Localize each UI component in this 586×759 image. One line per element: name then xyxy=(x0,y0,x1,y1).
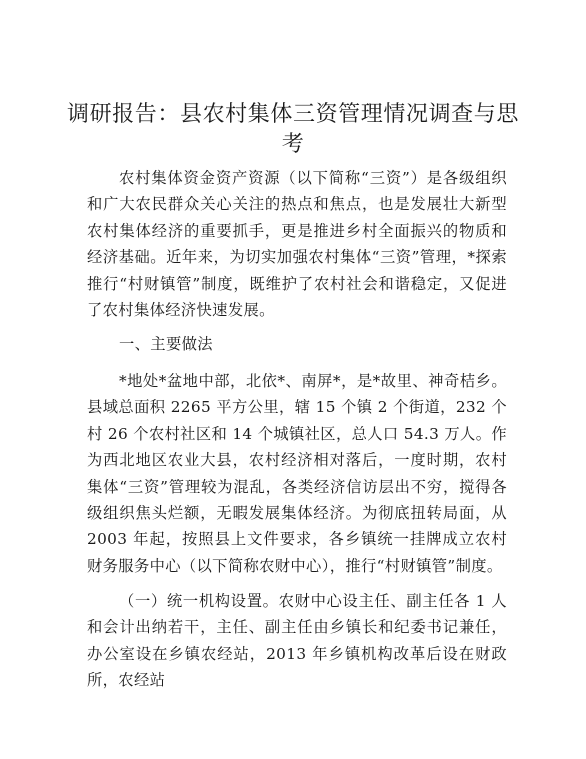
subsection-paragraph: （一）统一机构设置。农财中心设主任、副主任各 1 人和会计出纳若干，主任、副主任由乡镇长和纪委书记兼任，办公室设在乡镇农经站，2013 年乡镇机构改革后设在财政所，农经站 xyxy=(87,592,507,690)
document-title: 调研报告：县农村集体三资管理情况调查与思考 xyxy=(66,102,519,157)
intro-paragraph: 农村集体资金资产资源（以下简称“三资”）是各级组织和广大农民群众关心关注的热点和焦点，也是发展壮大新型农村集体经济的重要抓手，更是推进乡村全面振兴的物质和经济基础。近年来，为切实加强农村集体“三资”管理，*探索推行“村财镇管”制度，既维护了农村社会和谐稳定，又促进了农村集体经济快速发展。 xyxy=(87,169,507,320)
background-paragraph: *地处*盆地中部，北依*、南屏*，是*故里、神奇桔乡。县域总面积 2265 平方公里，辖 15 个镇 2 个街道，232 个村 26 个农村社区和 14 个城镇社区，总人口 54.3 万人。作为西北地区农业大县，农村经济相对落后，一度时期，农村集体“三资”管理较为混乱，各类经济信访层出不穷，搅得各级组织焦头烂额，无暇发展集体经济。为彻底扭转局面，从 2003 年起，按照县上文件要求，各乡镇统一挂牌成立农村财务服务中心（以下简称农财中心），推行“村财镇管”制度。 xyxy=(87,372,508,575)
section-heading: 一、主要做法 xyxy=(119,335,213,353)
